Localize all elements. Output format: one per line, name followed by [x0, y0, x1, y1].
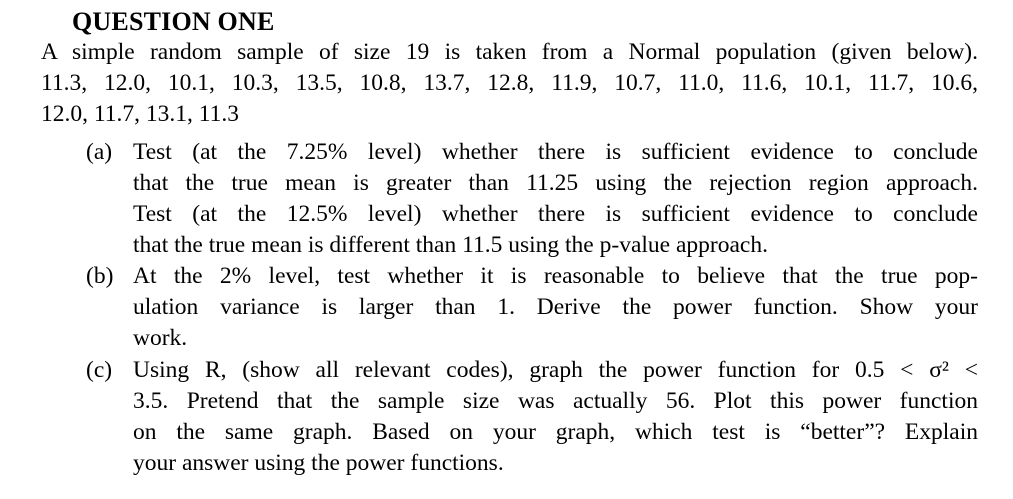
part-c-line-2: 3.5. Pretend that the sample size was actually 56. Plot this power function [133, 388, 978, 414]
part-a-line-1: Test (at the 7.25% level) whether there is sufficient evidence to conclude [133, 139, 978, 165]
intro-line-3: 12.0, 11.7, 13.1, 11.3 [41, 101, 240, 127]
part-a-label: (a) [86, 139, 113, 165]
part-a-line-4: that the true mean is different than 11.5 using the p-value approach. [133, 232, 768, 258]
question-title: QUESTION ONE [72, 7, 275, 36]
part-c-line-1: Using R, (show all relevant codes), graph the power function for 0.5 < σ² < [133, 357, 978, 383]
part-c-line-4: your answer using the power functions. [133, 450, 504, 476]
part-c-line-3: on the same graph. Based on your graph, which test is “better”? Explain [133, 419, 978, 445]
part-b-line-2: ulation variance is larger than 1. Derive the power function. Show your [133, 294, 978, 320]
intro-line-1: A simple random sample of size 19 is taken from a Normal population (given below). [41, 39, 978, 65]
intro-line-2: 11.3, 12.0, 10.1, 10.3, 13.5, 10.8, 13.7, 12.8, 11.9, 10.7, 11.0, 11.6, 10.1, 11.7, 10.6, [41, 70, 978, 96]
part-a-line-2: that the true mean is greater than 11.25 using the rejection region approach. [133, 170, 978, 196]
part-b-line-1: At the 2% level, test whether it is reasonable to believe that the true pop- [133, 263, 978, 289]
part-b-line-3: work. [133, 325, 188, 351]
part-b-label: (b) [86, 263, 114, 289]
part-c-label: (c) [86, 357, 113, 383]
part-a-line-3: Test (at the 12.5% level) whether there is sufficient evidence to conclude [133, 201, 978, 227]
